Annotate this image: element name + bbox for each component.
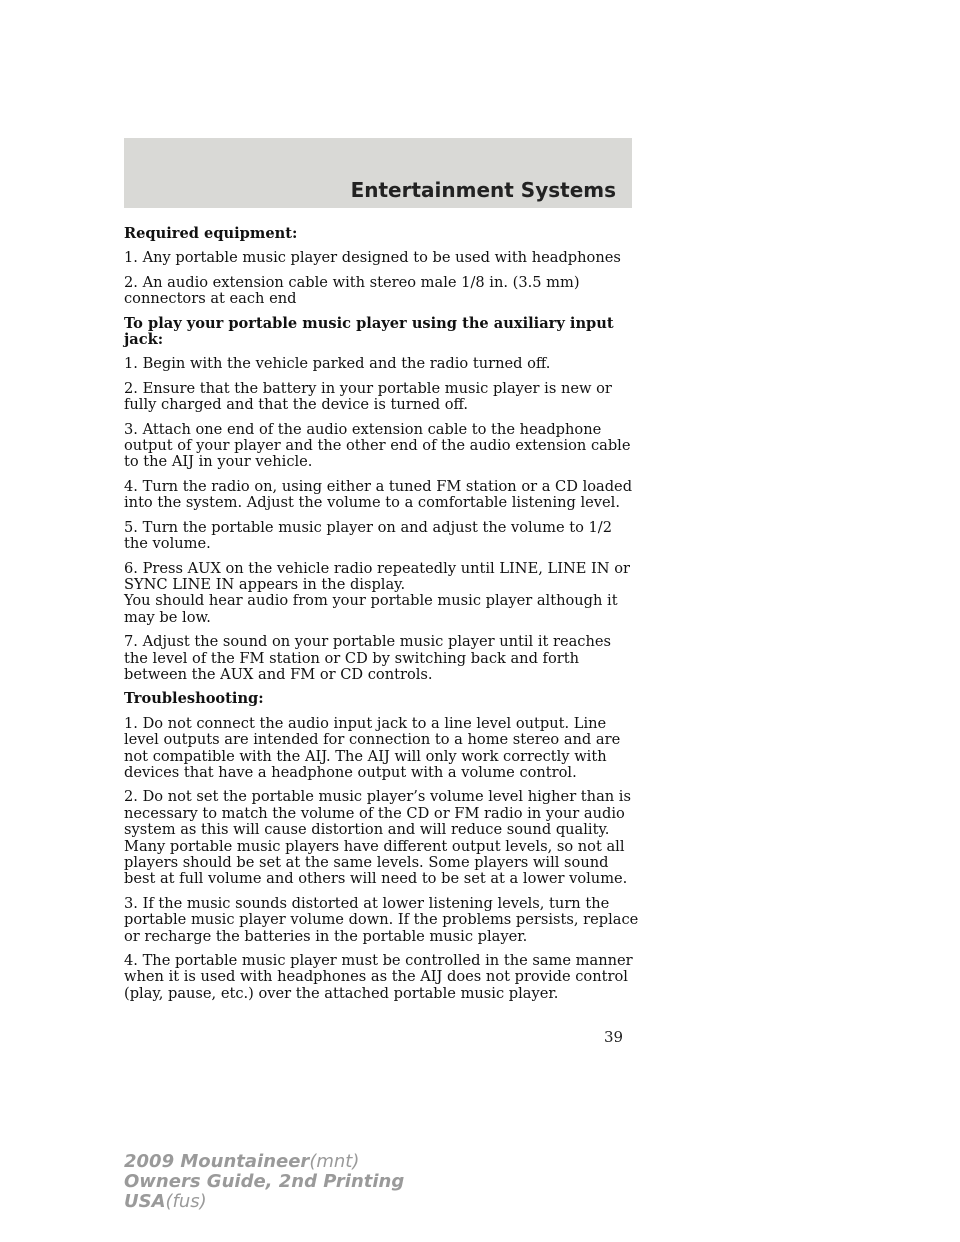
trouble-3: 3. If the music sounds distorted at lower listening levels, turn the portable music player volume down. If the problems persists, replace or recharge the batteries in the portable music player.	[124, 894, 639, 945]
step-3: 3. Attach one end of the audio extension cable to the headphone output of your player and the other end of the audio extension cable to the AIJ in your vehicle.	[124, 420, 631, 471]
step-2: 2. Ensure that the battery in your portable music player is new or fully charged and that the device is turned off.	[124, 379, 612, 414]
footer-market: USA	[124, 1191, 166, 1212]
footer-printing: Owners Guide, 2nd Printing	[124, 1171, 405, 1192]
step-6-text: 6. Press AUX on the vehicle radio repeatedly until LINE, LINE IN or SYNC LINE IN appears in the display.	[124, 559, 630, 593]
section-header	[124, 138, 632, 208]
heading-play-instructions: To play your portable music player using the auxiliary input jack:	[124, 314, 614, 349]
heading-troubleshooting: Troubleshooting:	[124, 690, 264, 708]
heading-required-equipment: Required equipment:	[124, 225, 298, 242]
step-6	[124, 561, 639, 627]
footer-market-code: (fus)	[165, 1191, 207, 1212]
footer-model-code: (mnt)	[309, 1151, 360, 1172]
required-item-2: 2. An audio extension cable with stereo male 1/8 in. (3.5 mm) connectors at each end	[124, 273, 580, 308]
footer-line-2	[124, 1172, 404, 1192]
step-7: 7. Adjust the sound on your portable music player until it reaches the level of the FM station or CD by switching back and forth between the AUX and FM or CD controls.	[124, 633, 612, 683]
footer-line-3	[124, 1192, 404, 1212]
trouble-4: 4. The portable music player must be controlled in the same manner when it is used with headphones as the AIJ does not provide control (play, pause, etc.) over the attached portable music player.	[124, 952, 633, 1002]
step-4: 4. Turn the radio on, using either a tuned FM station or a CD loaded into the system. Adjust the volume to a comfortable listening level.	[124, 477, 633, 512]
trouble-1: 1. Do not connect the audio input jack to a line level output. Line level outputs are intended for connection to a home stereo and are not compatible with the AIJ. The AIJ will only work correctly with devices that have a headphone output with a volume control.	[124, 714, 621, 781]
footer-print-info	[124, 1152, 404, 1212]
section-title: Entertainment Systems	[350, 178, 616, 202]
trouble-2: 2. Do not set the portable music player’s volume level higher than is necessary to match the volume of the CD or FM radio in your audio system as this will cause distortion and will reduce sound quality. Many portable music players have different output levels, so not all players should be set at the same levels. Some players will sound best at full volume and others will need to be set at a lower volume.	[124, 788, 631, 888]
page-number: 39	[604, 1028, 624, 1046]
step-5: 5. Turn the portable music player on and adjust the volume to 1/2 the volume.	[124, 518, 613, 553]
footer-model: 2009 Mountaineer	[124, 1151, 310, 1172]
page-body	[124, 226, 639, 1010]
step-1: 1. Begin with the vehicle parked and the radio turned off.	[124, 355, 551, 373]
step-6-note: You should hear audio from your portable music player although it may be low.	[124, 592, 618, 626]
required-item-1: 1. Any portable music player designed to be used with headphones	[124, 249, 621, 267]
footer-line-1	[124, 1152, 404, 1172]
